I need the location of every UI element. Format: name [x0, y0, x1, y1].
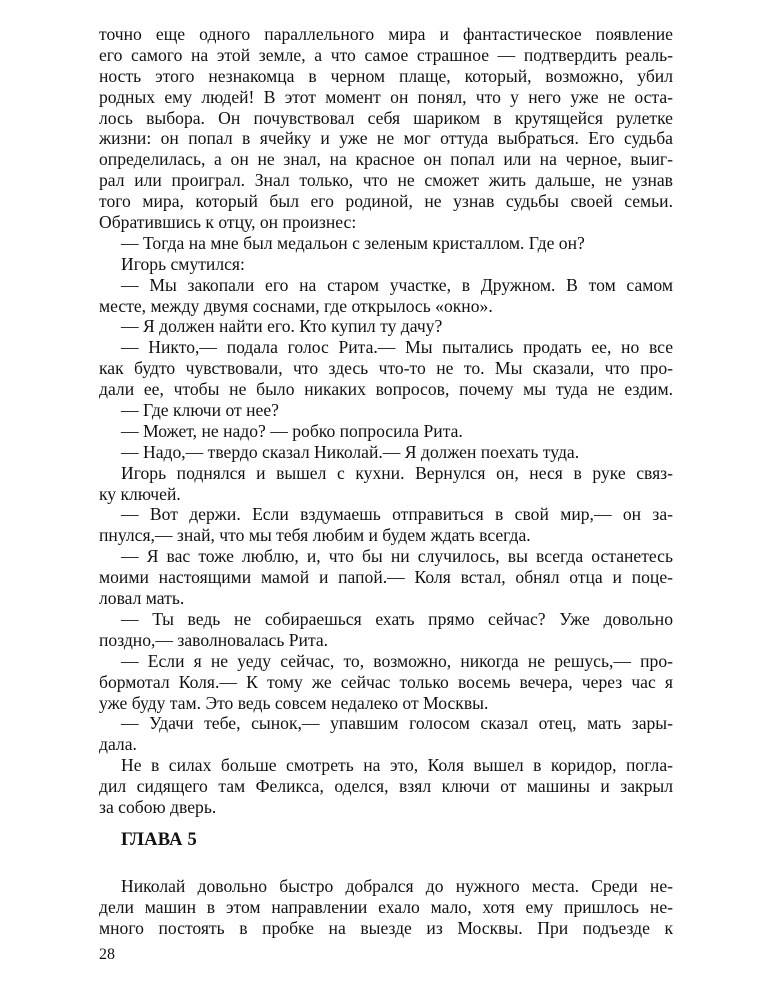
text-line: много постоять в пробке на выезде из Москвы. При подъезде к	[99, 917, 673, 938]
text-line: дил сидящего там Феликса, оделся, взял ключи от машины и закрыл	[99, 776, 673, 797]
text-line: определилась, а он не знал, на красное он попал или на черное, выиг-	[99, 149, 673, 170]
text-line: дала.	[99, 734, 137, 755]
chapter-heading: ГЛАВА 5	[121, 830, 197, 850]
text-line: — Если я не уеду сейчас, то, возможно, никогда не решусь,— про-	[121, 650, 673, 671]
text-line: Игорь поднялся и вышел с кухни. Вернулся он, неся в руке связ-	[121, 462, 673, 483]
text-line: — Мы закопали его на старом участке, в Дружном. В том самом	[121, 274, 673, 295]
text-line: жизни: он попал в ячейку и уже не мог оттуда выбраться. Его судьба	[99, 128, 673, 149]
text-line: — Удачи тебе, сынок,— упавшим голосом сказал отец, мать зары-	[121, 713, 673, 734]
text-line: — Никто,— подала голос Рита.— Мы пытались продать ее, но все	[121, 337, 673, 358]
text-line: родных ему людей! В этот момент он понял, что у него уже не оста-	[99, 86, 673, 107]
text-line: за собою дверь.	[99, 796, 217, 817]
text-line: дали ее, чтобы не было никаких вопросов, почему мы туда не ездим.	[99, 379, 673, 400]
text-line: ность этого незнакомца в черном плаще, который, возможно, убил	[99, 65, 673, 86]
text-line: ловал мать.	[99, 588, 185, 609]
chapter-text	[99, 876, 673, 939]
text-line: — Я вас тоже люблю, и, что бы ни случилось, вы всегда останетесь	[121, 546, 673, 567]
text-line: Игорь смутился:	[121, 253, 245, 274]
text-line: рал или проиграл. Знал только, что не сможет жить дальше, не узнав	[99, 170, 673, 191]
text-line: как будто чувствовали, что здесь что-то не то. Мы сказали, что про-	[99, 358, 673, 379]
text-line: — Надо,— твердо сказал Николай.— Я должен поехать туда.	[121, 441, 580, 462]
text-line: дели машин в этом направлении ехало мало, хотя ему пришлось не-	[99, 896, 673, 917]
text-line: бормотал Коля.— К тому же сейчас только восемь вечера, через час я	[99, 671, 673, 692]
text-line: — Где ключи от нее?	[121, 400, 279, 421]
text-line: Обратившись к отцу, он произнес:	[99, 212, 357, 233]
text-line: лось выбора. Он почувствовал себя шариком в крутящейся рулетке	[99, 107, 673, 128]
text-line: точно еще одного параллельного мира и фантастическое появление	[99, 24, 673, 44]
text-line: того мира, который был его родиной, не узнав судьбы своей семьи.	[99, 191, 673, 212]
text-line: ку ключей.	[99, 483, 181, 504]
text-line: месте, между двумя соснами, где открылось «окно».	[99, 295, 493, 316]
text-line: — Тогда на мне был медальон с зеленым кристаллом. Где он?	[121, 232, 585, 253]
body-text	[99, 24, 673, 818]
text-line: моими настоящими мамой и папой.— Коля встал, обнял отца и поце-	[99, 567, 673, 588]
text-line: — Вот держи. Если вздумаешь отправиться в свой мир,— он за-	[121, 504, 673, 525]
page-number: 28	[99, 946, 115, 963]
text-line: — Может, не надо? — робко попросила Рита.	[121, 420, 463, 441]
text-line: — Я должен найти его. Кто купил ту дачу?	[121, 316, 443, 337]
text-line: Не в силах больше смотреть на это, Коля вышел в коридор, погла-	[121, 755, 673, 776]
text-line: — Ты ведь не собираешься ехать прямо сейчас? Уже довольно	[121, 608, 673, 629]
text-line: поздно,— заволновалась Рита.	[99, 629, 329, 650]
text-line: Николай довольно быстро добрался до нужного места. Среди не-	[121, 876, 673, 896]
text-line: пнулся,— знай, что мы тебя любим и будем ждать всегда.	[99, 525, 531, 546]
text-line: его самого на этой земле, а что самое страшное — подтвердить реаль-	[99, 44, 673, 65]
text-line: уже буду там. Это ведь совсем недалеко от Москвы.	[99, 692, 489, 713]
